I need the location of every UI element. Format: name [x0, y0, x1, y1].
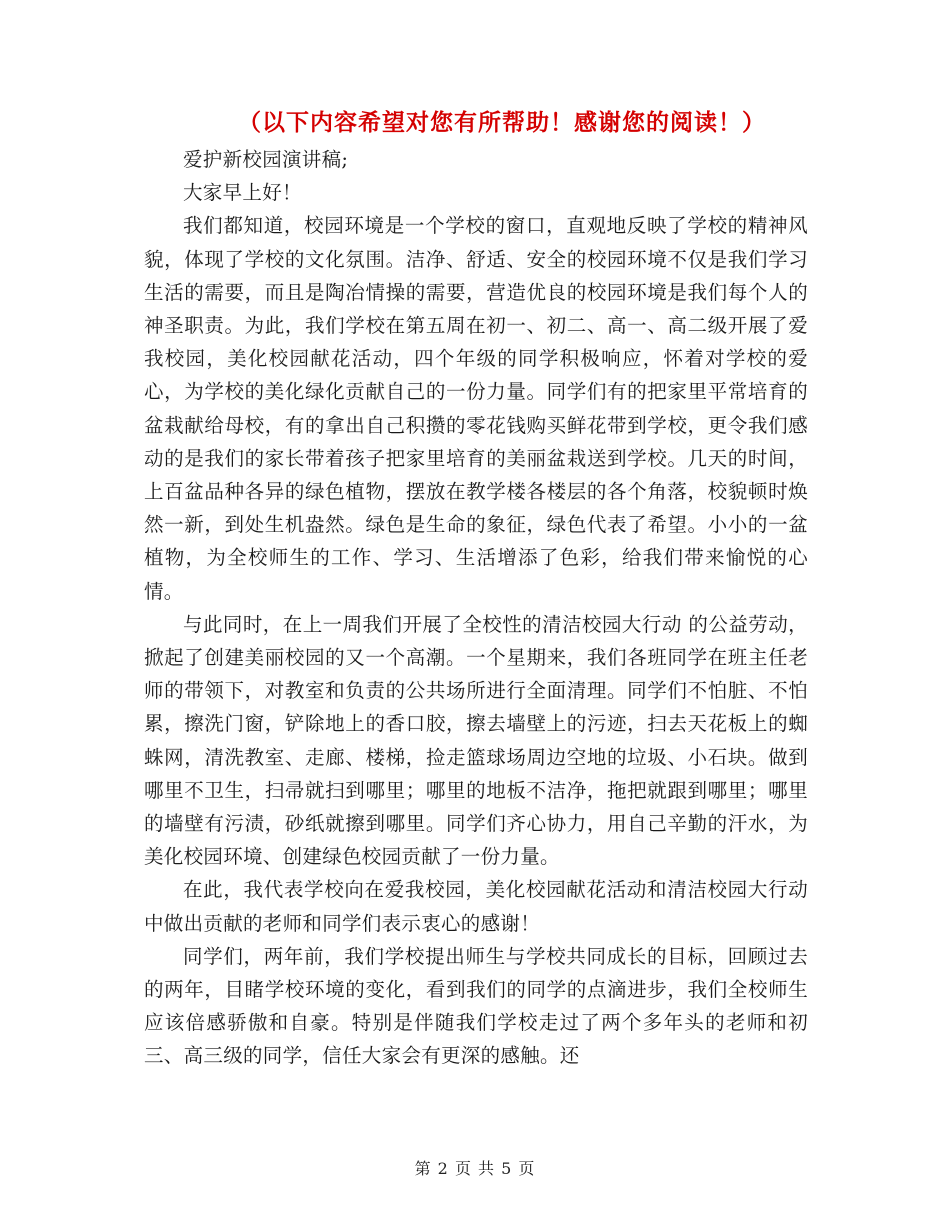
- document-body: [144, 143, 808, 1073]
- paragraph-4: 同学们，两年前，我们学校提出师生与学校共同成长的目标，回顾过去的两年，目睹学校环境的变化，看到我们的同学的点滴进步，我们全校师生应该倍感骄傲和自豪。特别是伴随我们学校走过了两个多年头的老师和初三、高三级的同学，信任大家会有更深的感触。还: [144, 944, 808, 1068]
- header-note: （以下内容希望对您有所帮助！感谢您的阅读！）: [238, 110, 766, 136]
- speech-title: 爱护新校园演讲稿;: [183, 148, 349, 171]
- paragraph-3: 在此，我代表学校向在爱我校园，美化校园献花活动和清洁校园大行动中做出贡献的老师和同学们表示衷心的感谢！: [144, 878, 808, 935]
- paragraph-2: 与此同时，在上一周我们开展了全校性的清洁校园大行动 的公益劳动，掀起了创建美丽校园的又一个高潮。一个星期来，我们各班同学在班主任老师的带领下，对教室和负责的公共场所进行全面清理。同学们不怕脏、不怕累，擦洗门窗，铲除地上的香口胶，擦去墙壁上的污迹，扫去天花板上的蜘蛛网，清洗教室、走廊、楼梯，捡走篮球场周边空地的垃圾、小石块。做到哪里不卫生，扫帚就扫到哪里；哪里的地板不洁净，拖把就跟到哪里；哪里的墙壁有污渍，砂纸就擦到哪里。同学们齐心协力，用自己辛勤的汗水，为美化校园环境、创建绿色校园贡献了一份力量。: [144, 612, 808, 869]
- paragraph-1: 我们都知道，校园环境是一个学校的窗口，直观地反映了学校的精神风貌，体现了学校的文化氛围。洁净、舒适、安全的校园环境不仅是我们学习生活的需要，而且是陶冶情操的需要，营造优良的校园环境是我们每个人的神圣职责。为此，我们学校在第五周在初一、初二、高一、高二级开展了爱我校园，美化校园献花活动，四个年级的同学积极响应，怀着对学校的爱心，为学校的美化绿化贡献自己的一份力量。同学们有的把家里平常培育的盆栽献给母校，有的拿出自己积攒的零花钱购买鲜花带到学校，更令我们感动的是我们的家长带着孩子把家里培育的美丽盆栽送到学校。几天的时间，上百盆品种各异的绿色植物，摆放在教学楼各楼层的各个角落，校貌顿时焕然一新，到处生机盎然。绿色是生命的象征，绿色代表了希望。小小的一盆植物，为全校师生的工作、学习、生活增添了色彩，给我们带来愉悦的心情。: [144, 214, 808, 603]
- page-footer: 第 2 页 共 5 页: [414, 1159, 536, 1178]
- greeting: 大家早上好！: [183, 181, 302, 205]
